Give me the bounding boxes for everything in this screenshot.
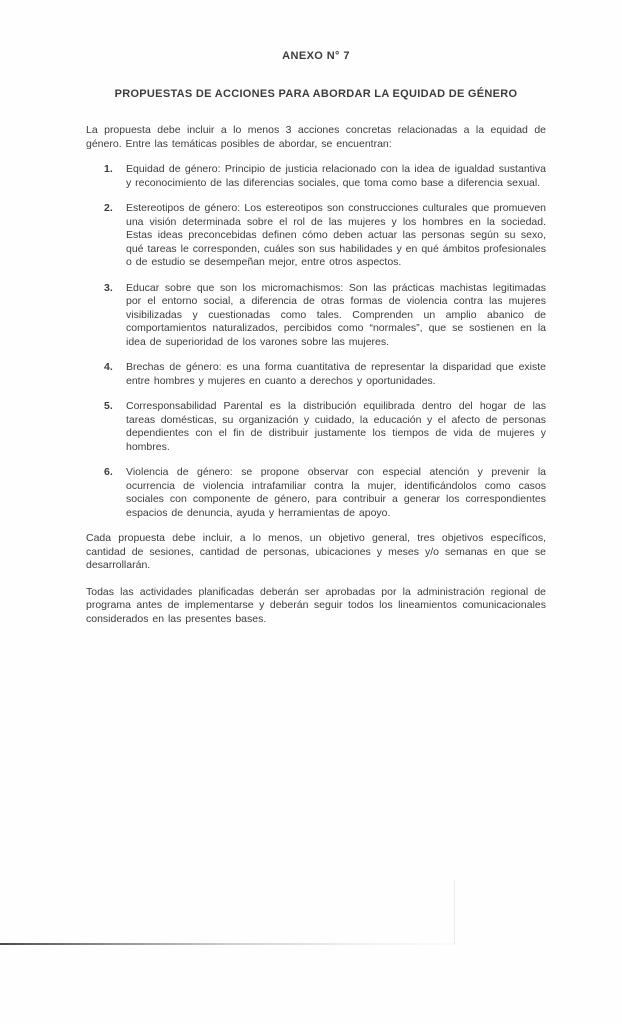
list-item-2: [86, 202, 546, 270]
document-subtitle: PROPUESTAS DE ACCIONES PARA ABORDAR LA EQUIDAD DE GÉNERO: [114, 88, 518, 100]
item-number: 2.: [104, 202, 113, 214]
item-text: Educar sobre que son los micromachismos: Son las prácticas machistas legitimadas por el entorno social, a diferencia de otras formas de violencia contra las mujeres visibilizadas y cuestionadas como tales. Comprenden un amplio abanico de comportamientos naturalizados, percibidos como “normales”, que se sostienen en la idea de superioridad de los varones sobre las mujeres.: [126, 281, 546, 348]
closing-paragraph-2: Todas las actividades planificadas deberán ser aprobadas por la administración regional de programa antes de implementarse y deberán seguir todos los lineamientos comunicacionales considerados en las presentes bases.: [86, 585, 546, 625]
list-item-6: [86, 466, 546, 520]
list-item-1: [86, 163, 546, 190]
scan-vertical-artifact: [454, 880, 455, 944]
item-text: Corresponsabilidad Parental es la distribución equilibrada dentro del hogar de las tareas domésticas, su organización y cuidado, la educación y el afecto de personas dependientes con el fin de distribuir justamente los tiempos de vida de mujeres y hombres.: [126, 400, 546, 453]
item-text: Violencia de género: se propone observar con especial atención y prevenir la ocurrencia de violencia intrafamiliar contra la mujer, identificándolos como casos sociales con componente de género, para contribuir a generar los correspondientes espacios de denuncia, ayuda y herramientas de apoyo.: [126, 466, 546, 519]
numbered-list: [86, 163, 546, 520]
document-title: ANEXO N° 7: [282, 50, 350, 62]
list-item-5: [86, 400, 546, 454]
item-text: Equidad de género: Principio de justicia relacionado con la idea de igualdad sustantiva y reconocimiento de las diferencias sociales, que toma como base a diferencia sexual.: [126, 163, 546, 189]
item-number: 1.: [104, 163, 113, 175]
item-text: Brechas de género: es una forma cuantitativa de representar la disparidad que existe entre hombres y mujeres en cuanto a derechos y oportunidades.: [126, 361, 546, 387]
closing-paragraph-1: Cada propuesta debe incluir, a lo menos, un objetivo general, tres objetivos específicos, cantidad de sesiones, cantidad de personas, ubicaciones y meses y/o semanas en que se desarrollarán.: [86, 532, 546, 571]
scan-edge-artifact-line: [0, 943, 600, 945]
item-text: Estereotipos de género: Los estereotipos son construcciones culturales que promueven una visión determinada sobre el rol de las mujeres y los hombres en la sociedad. Estas ideas preconcebidas definen cómo deben actuar las personas según su sexo, qué tareas le corresponden, cuáles son sus habilidades y en qué ámbitos profesionales o de estudio se desempeñan mejor, entre otros aspectos.: [126, 202, 546, 268]
item-number: 6.: [104, 466, 113, 478]
list-item-3: [86, 282, 546, 350]
intro-paragraph: La propuesta debe incluir a lo menos 3 acciones concretas relacionadas a la equidad de género. Entre las temáticas posibles de abordar, se encuentran:: [86, 124, 546, 150]
list-item-4: [86, 361, 546, 388]
item-number: 5.: [104, 400, 113, 412]
item-number: 4.: [104, 361, 113, 373]
item-number: 3.: [104, 281, 113, 294]
